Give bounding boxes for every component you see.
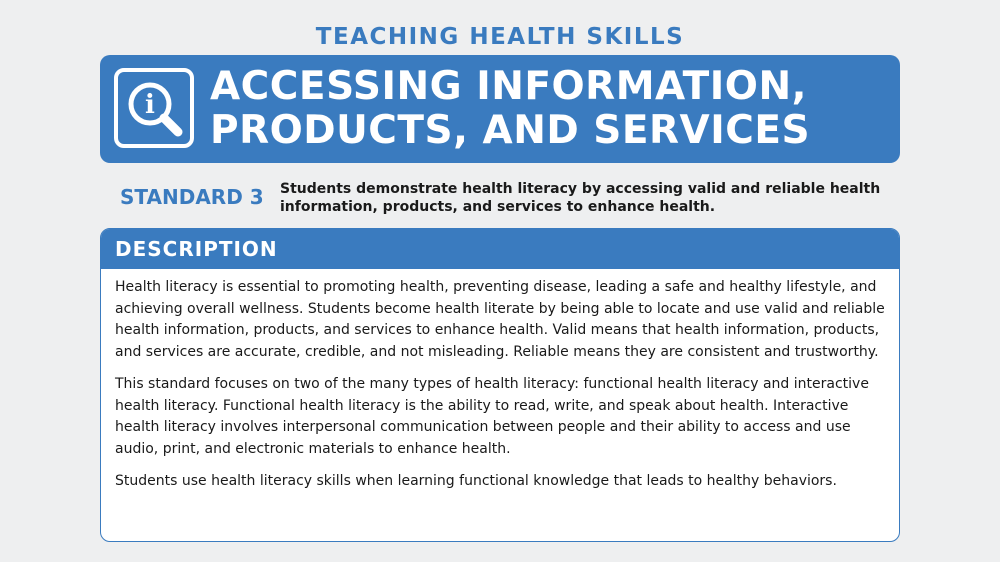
standard-label: STANDARD 3 [120,185,264,209]
info-magnifier-icon [114,68,194,148]
description-body [101,269,899,493]
description-header: DESCRIPTION [101,229,899,269]
info-letter: i [145,90,155,120]
description-paragraph: This standard focuses on two of the many types of health literacy: functional health literacy and interactive health literacy. Functional health literacy is the ability to read, write, and speak about health. Interactive health literacy involves interpersonal communication between people and their ability to access and use audio, print, and electronic materials to enhance health. [115,376,869,457]
standard-text: Students demonstrate health literacy by accessing valid and reliable health information, products, and services to enhance health. [280,181,881,215]
page-title-line1: ACCESSING INFORMATION, [210,64,807,109]
page-title-line2: PRODUCTS, AND SERVICES [210,108,811,153]
page-title [210,65,810,153]
description-card [100,228,900,542]
description-paragraph: Health literacy is essential to promoting health, preventing disease, leading a safe and healthy lifestyle, and achieving overall wellness. Students become health literate by being able to locate and use valid and reliable health information, products, and services to enhance health. Valid means that health information, products, and services are accurate, credible, and not misleading. Reliable means they are consistent and trustworthy. [115,279,885,360]
title-banner [100,55,900,163]
description-paragraph: Students use health literacy skills when learning functional knowledge that leads to healthy behaviors. [115,473,837,489]
kicker-title: TEACHING HEALTH SKILLS [315,24,685,50]
